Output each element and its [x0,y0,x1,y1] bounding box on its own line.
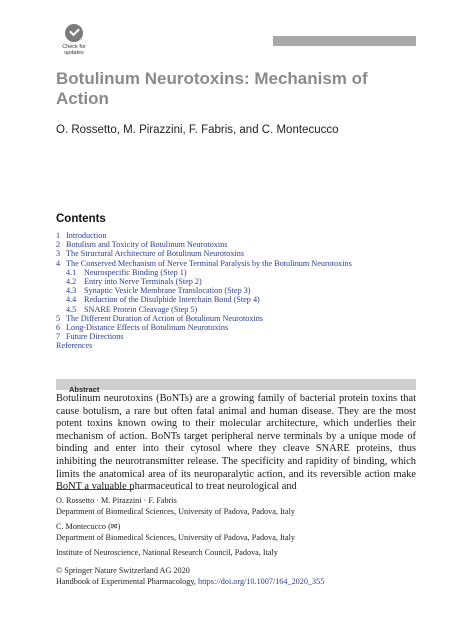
affiliation-author-2: C. Montecucco (✉) [56,522,121,531]
check-updates-icon [65,24,83,42]
check-for-updates-badge[interactable] [56,24,92,56]
header-bar [273,36,416,46]
toc-item[interactable]: 6 Long-Distance Effects of Botulinum Neurotoxins [56,322,229,332]
footnote-rule [56,489,134,490]
badge-line-2: updates [64,50,84,56]
toc-item[interactable]: 1 Introduction [56,231,107,240]
contents-heading: Contents [56,213,106,225]
journal-line [56,577,436,587]
journal-name: Handbook of Experimental Pharmacology, [56,577,199,586]
toc-subitem[interactable]: 4.2 Entry into Nerve Terminals (Step 2) [66,276,202,286]
affiliation-department-2: Department of Biomedical Sciences, University of Padova, Padova, Italy [56,533,295,542]
paper-title: Botulinum Neurotoxins: Mechanism of Action [56,69,368,108]
doi-link[interactable]: https://doi.org/10.1007/164_2020_355 [198,577,325,586]
author-list: O. Rossetto, M. Pirazzini, F. Fabris, and C. Montecucco [56,124,339,136]
toc-subitem[interactable]: 4.5 SNARE Protein Cleavage (Step 5) [66,304,198,314]
toc-item[interactable]: 5 The Different Duration of Action of Botulinum Neurotoxins [56,313,263,323]
toc-item-references[interactable]: References [56,341,93,351]
abstract-heading: Abstract [69,385,100,394]
toc-item[interactable]: 2 Botulism and Toxicity of Botulinum Neurotoxins [56,240,228,250]
toc-subitem[interactable]: 4.3 Synaptic Vesicle Membrane Translocation (Step 3) [66,286,251,296]
badge-line-1: Check for [62,44,86,50]
copyright-line: © Springer Nature Switzerland AG 2020 [56,566,190,575]
abstract-heading-bar [56,379,416,394]
toc-item[interactable]: 3 The Structural Architecture of Botulinum Neurotoxins [56,249,245,259]
toc-subitem[interactable]: 4.1 Neurospecific Binding (Step 1) [66,267,187,277]
affiliation-institute-2: Institute of Neuroscience, National Research Council, Padova, Italy [56,548,278,557]
toc-item[interactable]: 7 Future Directions [56,332,124,342]
abstract-text: Botulinum neurotoxins (BoNTs) are a growing family of bacterial protein toxins that cause botulism, a rare but often fatal animal and human disease. They are the most potent toxins known owing to their molecular architecture, which underlies their mechanism of action. BoNTs target peripheral nerve terminals by a unique mode of binding and enter into their cytosol where they cleave SNARE proteins, thus inhibiting the neurotransmitter release. The specificity and rapidity of binding, which limits the anatomical area of its neuroparalytic action, and its reversible action make BoNT a valuable pharmaceutical to treat neurological and [56,393,416,493]
table-of-contents [56,231,436,350]
toc-subitem[interactable]: 4.4 Reduction of the Disulphide Interchain Bond (Step 4) [66,295,260,305]
affiliation-authors-1: O. Rossetto · M. Pirazzini · F. Fabris [56,496,177,505]
toc-item[interactable]: 4 The Conserved Mechanism of Nerve Terminal Paralysis by the Botulinum Neurotoxins [56,258,352,268]
affiliation-department-1: Department of Biomedical Sciences, University of Padova, Padova, Italy [56,507,295,516]
